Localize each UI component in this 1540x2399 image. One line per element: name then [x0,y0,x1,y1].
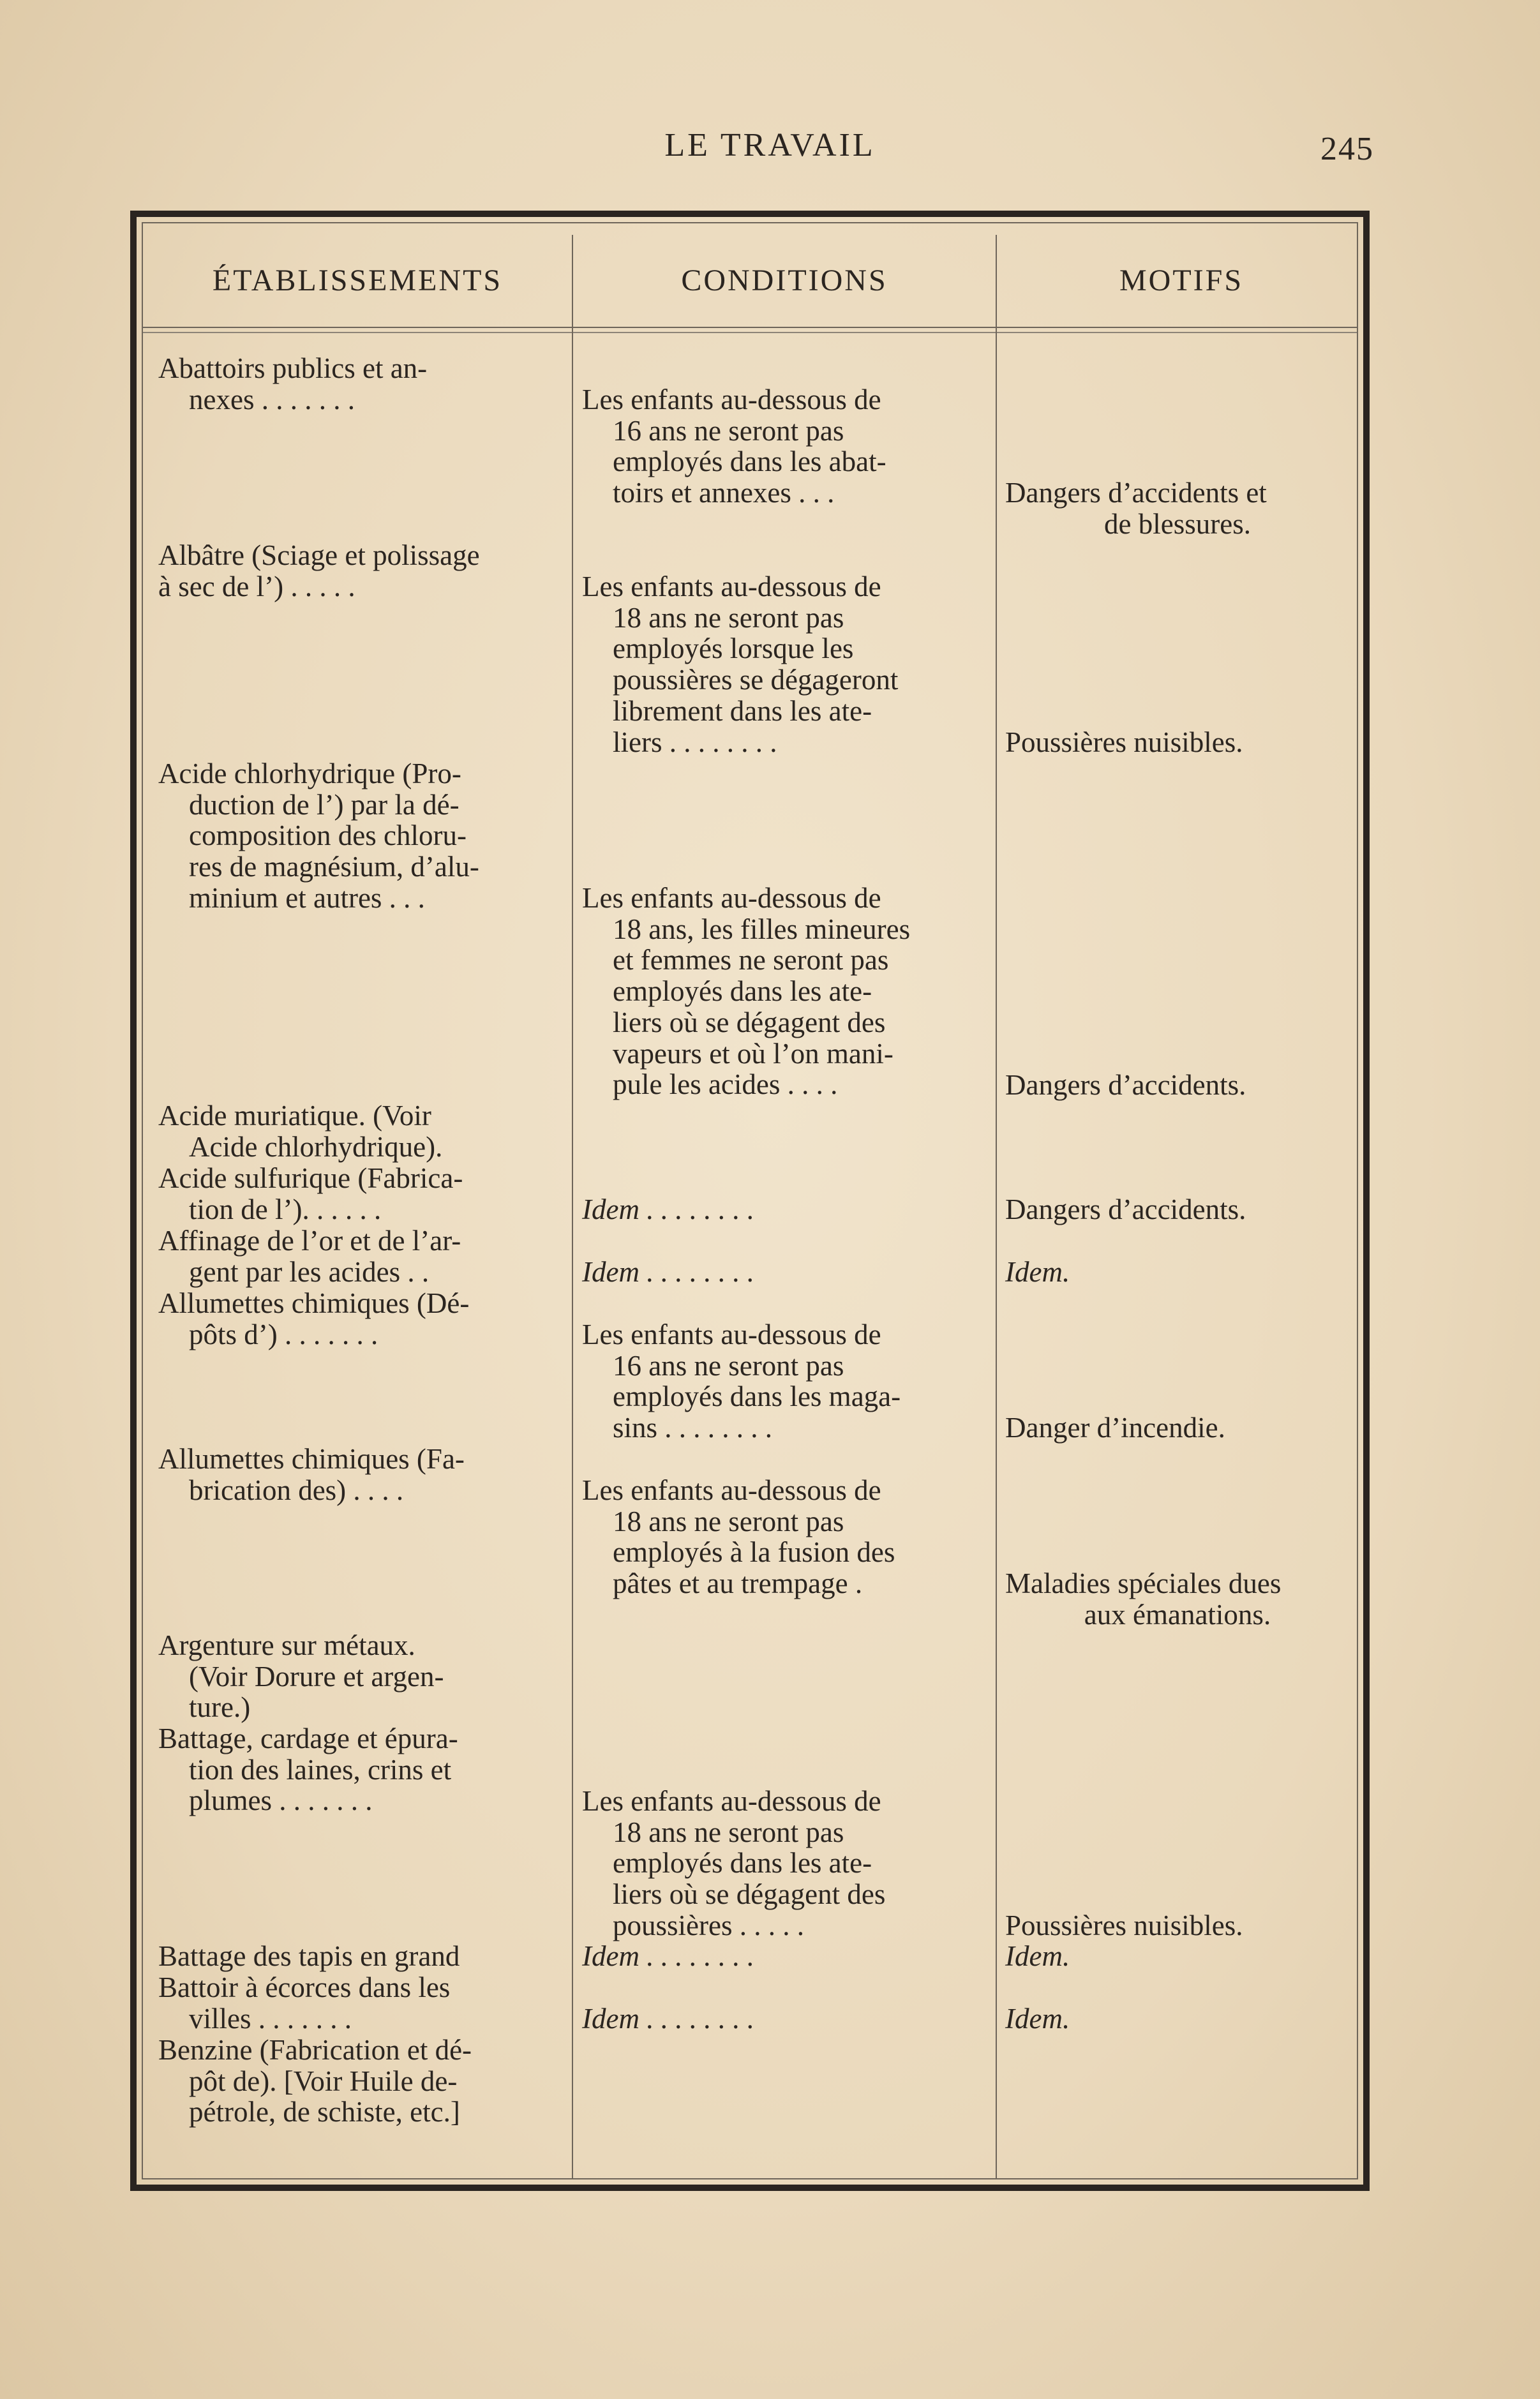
conditions-line: 18 ans, les filles mineures [613,913,911,945]
conditions-line: Les enfants au-dessous de [582,384,881,415]
motifs-cell [1005,1070,1350,1101]
etablissement-line: Abattoirs publics et an- [158,352,428,384]
etablissement-line: brication des) . . . . [189,1474,404,1506]
etablissement-line: Acide chlorhydrique (Pro- [158,758,461,789]
motifs-cell [1005,1257,1350,1288]
column-divider [572,235,573,2178]
etablissement-line: Battoir à écorces dans les [158,1971,451,2003]
motifs-line: Danger d’incendie. [1005,1412,1225,1444]
conditions-line: poussières se dégageront [613,664,899,696]
conditions-line: 18 ans ne seront pas [613,1816,844,1848]
conditions-line: employés dans les ate- [613,1847,872,1880]
table-row [158,540,549,602]
etablissement-line: Allumettes chimiques (Dé- [158,1287,470,1319]
motifs-line: Dangers d’accidents. [1005,1069,1246,1101]
motifs-cell [1005,477,1350,539]
idem-text: Idem . . . . . . . . [582,1940,754,1972]
conditions-line: liers . . . . . . . . [613,726,777,758]
conditions-line: liers où se dégagent des [613,1878,886,1911]
etablissement-line: tion de l’). . . . . . [189,1193,382,1225]
motifs-line: Dangers d’accidents. [1005,1193,1246,1225]
etablissement-line: Argenture sur métaux. [158,1629,415,1661]
conditions-line: 16 ans ne seront pas [613,1349,844,1382]
table-row [158,1100,549,1162]
table-row [158,1288,549,1350]
motifs-line: Poussières nuisibles. [1005,726,1243,758]
table-row [158,1444,549,1506]
conditions-cell [582,1475,969,1599]
conditions-cell [582,2003,969,2035]
conditions-line: sins . . . . . . . . [613,1412,773,1444]
column-header-motifs: MOTIFS [1119,264,1244,297]
conditions-line: 18 ans ne seront pas [613,1505,844,1537]
table-row [158,1723,549,1816]
header-rule-double [143,332,1357,333]
table-row [158,1225,549,1287]
motifs-line: Poussières nuisibles. [1005,1909,1243,1941]
motifs-cell [1005,1194,1350,1225]
conditions-line: liers où se dégagent des [613,1006,886,1038]
conditions-cell [582,1257,969,1288]
conditions-line: employés dans les ate- [613,975,872,1008]
motifs-cell [1005,1412,1350,1444]
conditions-line: librement dans les ate- [613,694,872,727]
etablissement-line: minium et autres . . . [189,881,425,914]
conditions-line: Les enfants au-dessous de [582,1785,881,1817]
motifs-line: Dangers d’accidents et [1005,477,1267,509]
conditions-line: toirs et annexes . . . [613,477,835,509]
table-row [158,1163,549,1225]
table-row [158,1941,549,1972]
etablissement-line: Allumettes chimiques (Fa- [158,1443,465,1475]
column-divider [996,235,997,2178]
motifs-line: aux émanations. [1084,1598,1271,1631]
conditions-line: poussières . . . . . [613,1909,804,1941]
conditions-cell [582,1941,969,1972]
etablissement-line: plumes . . . . . . . [189,1784,373,1817]
page-number: 245 [1320,131,1374,167]
table-row [158,353,549,415]
etablissement-line: (Voir Dorure et argen- [189,1660,444,1693]
motifs-cell [1005,1910,1350,1941]
etablissement-line: nexes . . . . . . . [189,383,355,415]
etablissement-line: villes . . . . . . . [189,2002,352,2035]
conditions-line: employés dans les abat- [613,445,886,478]
conditions-line: 16 ans ne seront pas [613,414,844,447]
conditions-line: employés dans les maga- [613,1380,901,1413]
idem-text: Idem. [1005,2003,1070,2035]
conditions-cell [582,1786,969,1941]
motifs-cell [1005,727,1350,758]
etablissement-line: composition des chloru- [189,819,467,852]
table-row [158,2035,549,2128]
conditions-cell [582,1194,969,1225]
etablissement-line: gent par les acides . . [189,1255,430,1288]
motifs-cell [1005,2003,1350,2035]
motifs-cell [1005,1941,1350,1972]
etablissement-line: pétrole, de schiste, etc.] [189,2096,460,2128]
idem-text: Idem . . . . . . . . [582,2003,754,2035]
idem-text: Idem . . . . . . . . [582,1256,754,1288]
etablissement-line: pôt de). [Voir Huile de- [189,2065,458,2097]
conditions-line: Les enfants au-dessous de [582,1319,881,1350]
idem-text: Idem . . . . . . . . [582,1193,754,1225]
conditions-line: 18 ans ne seront pas [613,601,844,634]
etablissement-line: Benzine (Fabrication et dé- [158,2034,472,2066]
header-rule [143,327,1357,328]
running-head-title: LE TRAVAIL [664,127,876,163]
table-row [158,1630,549,1723]
conditions-cell [582,883,969,1100]
conditions-line: et femmes ne seront pas [613,944,889,976]
table-row [158,758,549,914]
conditions-line: employés à la fusion des [613,1536,895,1569]
conditions-line: vapeurs et où l’on mani- [613,1037,893,1070]
motifs-cell [1005,1568,1350,1630]
etablissement-line: Battage des tapis en grand [158,1940,460,1972]
conditions-line: pule les acides . . . . [613,1068,838,1101]
conditions-cell [582,1319,969,1444]
etablissement-line: duction de l’) par la dé- [189,788,460,821]
idem-text: Idem. [1005,1256,1070,1288]
etablissement-line: Battage, cardage et épura- [158,1723,458,1754]
motifs-line: Maladies spéciales dues [1005,1567,1282,1599]
conditions-line: pâtes et au trempage . [613,1567,863,1600]
etablissement-line: Affinage de l’or et de l’ar- [158,1225,461,1257]
column-header-etablissements: ÉTABLISSEMENTS [212,264,503,297]
conditions-line: Les enfants au-dessous de [582,571,881,602]
etablissement-line: res de magnésium, d’alu- [189,851,479,883]
idem-text: Idem. [1005,1940,1070,1972]
conditions-cell [582,384,969,509]
conditions-line: Les enfants au-dessous de [582,1474,881,1506]
conditions-cell [582,571,969,758]
etablissement-line: pôts d’) . . . . . . . [189,1318,378,1350]
etablissement-line: Acide muriatique. (Voir [158,1100,431,1132]
column-header-conditions: CONDITIONS [681,264,888,297]
etablissement-line: Albâtre (Sciage et polissage [158,539,480,571]
etablissement-line: Acide sulfurique (Fabrica- [158,1162,463,1194]
etablissement-line: tion des laines, crins et [189,1753,452,1786]
table-row [158,1972,549,2034]
motifs-line: de blessures. [1104,507,1251,540]
conditions-line: Les enfants au-dessous de [582,882,881,914]
etablissement-line: ture.) [189,1691,251,1724]
conditions-line: employés lorsque les [613,632,854,665]
etablissement-line: à sec de l’) . . . . . [158,570,355,602]
etablissement-line: Acide chlorhydrique). [189,1130,443,1163]
